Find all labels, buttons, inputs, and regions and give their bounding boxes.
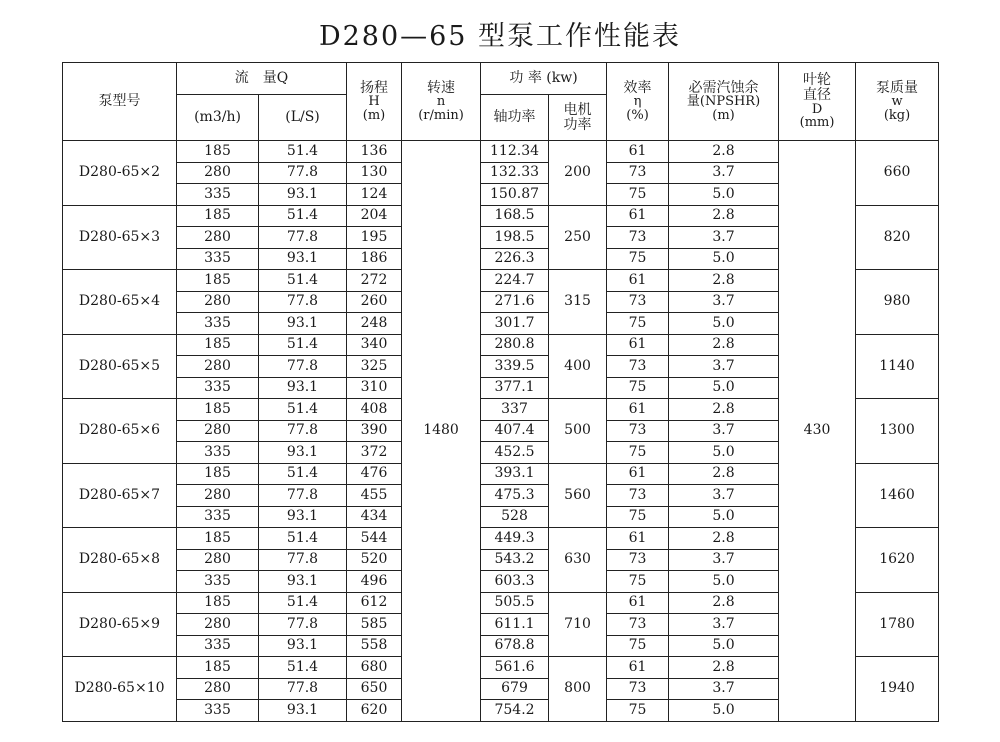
head-cell: 585 [347, 614, 402, 636]
flow-m3h-cell: 280 [177, 162, 259, 184]
flow-m3h-cell: 280 [177, 420, 259, 442]
mass-cell: 980 [856, 270, 939, 335]
shaft-power-cell: 611.1 [481, 614, 549, 636]
flow-m3h-cell: 185 [177, 270, 259, 292]
efficiency-cell: 73 [607, 549, 669, 571]
flow-m3h-cell: 185 [177, 463, 259, 485]
flow-m3h-cell: 280 [177, 485, 259, 507]
shaft-power-cell: 337 [481, 399, 549, 421]
efficiency-cell: 73 [607, 678, 669, 700]
performance-table [62, 62, 939, 722]
npshr-cell: 3.7 [669, 485, 779, 507]
model-name-cell: D280-65×2 [63, 141, 177, 206]
head-cell: 520 [347, 549, 402, 571]
npshr-cell: 5.0 [669, 248, 779, 270]
shaft-power-cell: 271.6 [481, 291, 549, 313]
flow-m3h-cell: 335 [177, 184, 259, 206]
shaft-power-cell: 226.3 [481, 248, 549, 270]
shaft-power-cell: 393.1 [481, 463, 549, 485]
flow-ls-cell: 93.1 [259, 184, 347, 206]
head-cell: 186 [347, 248, 402, 270]
efficiency-cell: 75 [607, 571, 669, 593]
flow-m3h-cell: 335 [177, 248, 259, 270]
flow-m3h-cell: 280 [177, 678, 259, 700]
efficiency-cell: 73 [607, 227, 669, 249]
header-power: 功 率 (kw) [481, 63, 607, 95]
flow-ls-cell: 93.1 [259, 313, 347, 335]
efficiency-cell: 73 [607, 356, 669, 378]
flow-ls-cell: 77.8 [259, 162, 347, 184]
npshr-cell: 2.8 [669, 334, 779, 356]
motor-power-cell: 200 [549, 141, 607, 206]
flow-m3h-cell: 335 [177, 571, 259, 593]
npshr-cell: 2.8 [669, 657, 779, 679]
npshr-cell: 3.7 [669, 356, 779, 378]
shaft-power-cell: 679 [481, 678, 549, 700]
head-cell: 558 [347, 635, 402, 657]
head-cell: 325 [347, 356, 402, 378]
efficiency-cell: 75 [607, 442, 669, 464]
flow-m3h-cell: 280 [177, 549, 259, 571]
motor-power-cell: 250 [549, 205, 607, 270]
flow-ls-cell: 51.4 [259, 334, 347, 356]
head-cell: 248 [347, 313, 402, 335]
motor-power-cell: 500 [549, 399, 607, 464]
shaft-power-cell: 112.34 [481, 141, 549, 163]
flow-ls-cell: 77.8 [259, 549, 347, 571]
head-cell: 310 [347, 377, 402, 399]
shaft-power-cell: 280.8 [481, 334, 549, 356]
motor-power-cell: 800 [549, 657, 607, 722]
npshr-cell: 5.0 [669, 571, 779, 593]
mass-cell: 820 [856, 205, 939, 270]
table-body [63, 141, 939, 722]
header-flow: 流 量Q [177, 63, 347, 95]
head-cell: 372 [347, 442, 402, 464]
head-cell: 434 [347, 506, 402, 528]
head-cell: 130 [347, 162, 402, 184]
header-flow-m3h: (m3/h) [177, 95, 259, 141]
model-name-cell: D280-65×4 [63, 270, 177, 335]
flow-ls-cell: 93.1 [259, 506, 347, 528]
efficiency-cell: 61 [607, 270, 669, 292]
head-cell: 496 [347, 571, 402, 593]
efficiency-cell: 73 [607, 162, 669, 184]
head-cell: 680 [347, 657, 402, 679]
shaft-power-cell: 407.4 [481, 420, 549, 442]
npshr-cell: 5.0 [669, 377, 779, 399]
flow-m3h-cell: 185 [177, 205, 259, 227]
npshr-cell: 3.7 [669, 227, 779, 249]
flow-ls-cell: 93.1 [259, 571, 347, 593]
npshr-cell: 5.0 [669, 184, 779, 206]
npshr-cell: 5.0 [669, 700, 779, 722]
flow-ls-cell: 77.8 [259, 485, 347, 507]
head-cell: 455 [347, 485, 402, 507]
head-cell: 650 [347, 678, 402, 700]
flow-m3h-cell: 280 [177, 291, 259, 313]
header-shaft-power: 轴功率 [481, 95, 549, 141]
page-title: D280—65 型泵工作性能表 [318, 21, 682, 52]
flow-ls-cell: 77.8 [259, 356, 347, 378]
flow-ls-cell: 93.1 [259, 700, 347, 722]
model-name-cell: D280-65×7 [63, 463, 177, 528]
head-cell: 408 [347, 399, 402, 421]
shaft-power-cell: 528 [481, 506, 549, 528]
flow-m3h-cell: 185 [177, 528, 259, 550]
efficiency-cell: 61 [607, 334, 669, 356]
mass-cell: 1940 [856, 657, 939, 722]
flow-m3h-cell: 185 [177, 141, 259, 163]
flow-ls-cell: 51.4 [259, 528, 347, 550]
flow-ls-cell: 93.1 [259, 442, 347, 464]
head-cell: 136 [347, 141, 402, 163]
flow-ls-cell: 93.1 [259, 377, 347, 399]
motor-power-cell: 315 [549, 270, 607, 335]
header-impeller: 叶轮 直径 D (mm) [779, 63, 856, 141]
header-model: 泵型号 [63, 63, 177, 141]
mass-cell: 1460 [856, 463, 939, 528]
shaft-power-cell: 449.3 [481, 528, 549, 550]
shaft-power-cell: 168.5 [481, 205, 549, 227]
efficiency-cell: 75 [607, 184, 669, 206]
flow-ls-cell: 77.8 [259, 420, 347, 442]
model-name-cell: D280-65×6 [63, 399, 177, 464]
npshr-cell: 3.7 [669, 549, 779, 571]
efficiency-cell: 61 [607, 657, 669, 679]
head-cell: 390 [347, 420, 402, 442]
npshr-cell: 3.7 [669, 420, 779, 442]
head-cell: 195 [347, 227, 402, 249]
shaft-power-cell: 339.5 [481, 356, 549, 378]
npshr-cell: 5.0 [669, 442, 779, 464]
shaft-power-cell: 561.6 [481, 657, 549, 679]
efficiency-cell: 61 [607, 141, 669, 163]
flow-m3h-cell: 335 [177, 442, 259, 464]
flow-ls-cell: 51.4 [259, 463, 347, 485]
flow-m3h-cell: 335 [177, 506, 259, 528]
head-cell: 260 [347, 291, 402, 313]
shaft-power-cell: 198.5 [481, 227, 549, 249]
npshr-cell: 2.8 [669, 270, 779, 292]
shaft-power-cell: 132.33 [481, 162, 549, 184]
flow-m3h-cell: 280 [177, 227, 259, 249]
flow-m3h-cell: 185 [177, 592, 259, 614]
model-name-cell: D280-65×10 [63, 657, 177, 722]
npshr-cell: 2.8 [669, 592, 779, 614]
npshr-cell: 3.7 [669, 162, 779, 184]
flow-ls-cell: 93.1 [259, 248, 347, 270]
flow-m3h-cell: 335 [177, 377, 259, 399]
flow-ls-cell: 51.4 [259, 592, 347, 614]
flow-m3h-cell: 185 [177, 399, 259, 421]
mass-cell: 1140 [856, 334, 939, 399]
header-head: 扬程 H (m) [347, 63, 402, 141]
header-motor-power: 电机 功率 [549, 95, 607, 141]
npshr-cell: 5.0 [669, 313, 779, 335]
efficiency-cell: 73 [607, 420, 669, 442]
header-mass: 泵质量 w (kg) [856, 63, 939, 141]
efficiency-cell: 75 [607, 635, 669, 657]
header-flow-ls: (L/S) [259, 95, 347, 141]
flow-m3h-cell: 280 [177, 356, 259, 378]
flow-m3h-cell: 335 [177, 635, 259, 657]
flow-ls-cell: 77.8 [259, 291, 347, 313]
head-cell: 544 [347, 528, 402, 550]
efficiency-cell: 75 [607, 700, 669, 722]
mass-cell: 1620 [856, 528, 939, 593]
header-npshr: 必需汽蚀余 量(NPSHR) (m) [669, 63, 779, 141]
flow-ls-cell: 77.8 [259, 678, 347, 700]
impeller-diameter-cell: 430 [779, 141, 856, 722]
flow-m3h-cell: 335 [177, 700, 259, 722]
model-name-cell: D280-65×3 [63, 205, 177, 270]
flow-ls-cell: 51.4 [259, 657, 347, 679]
npshr-cell: 2.8 [669, 463, 779, 485]
efficiency-cell: 73 [607, 614, 669, 636]
head-cell: 620 [347, 700, 402, 722]
flow-m3h-cell: 185 [177, 657, 259, 679]
speed-cell: 1480 [402, 141, 481, 722]
flow-m3h-cell: 280 [177, 614, 259, 636]
head-cell: 476 [347, 463, 402, 485]
npshr-cell: 3.7 [669, 678, 779, 700]
npshr-cell: 3.7 [669, 291, 779, 313]
header-efficiency: 效率 η (%) [607, 63, 669, 141]
npshr-cell: 3.7 [669, 614, 779, 636]
shaft-power-cell: 603.3 [481, 571, 549, 593]
flow-ls-cell: 51.4 [259, 399, 347, 421]
shaft-power-cell: 150.87 [481, 184, 549, 206]
npshr-cell: 2.8 [669, 528, 779, 550]
head-cell: 204 [347, 205, 402, 227]
npshr-cell: 5.0 [669, 635, 779, 657]
table-row [63, 141, 939, 163]
shaft-power-cell: 754.2 [481, 700, 549, 722]
shaft-power-cell: 475.3 [481, 485, 549, 507]
mass-cell: 1300 [856, 399, 939, 464]
model-name-cell: D280-65×8 [63, 528, 177, 593]
efficiency-cell: 73 [607, 485, 669, 507]
flow-ls-cell: 51.4 [259, 270, 347, 292]
motor-power-cell: 710 [549, 592, 607, 657]
efficiency-cell: 61 [607, 592, 669, 614]
flow-ls-cell: 93.1 [259, 635, 347, 657]
efficiency-cell: 75 [607, 313, 669, 335]
shaft-power-cell: 301.7 [481, 313, 549, 335]
head-cell: 272 [347, 270, 402, 292]
efficiency-cell: 61 [607, 463, 669, 485]
model-name-cell: D280-65×5 [63, 334, 177, 399]
efficiency-cell: 61 [607, 399, 669, 421]
npshr-cell: 2.8 [669, 205, 779, 227]
flow-ls-cell: 77.8 [259, 614, 347, 636]
head-cell: 612 [347, 592, 402, 614]
head-cell: 340 [347, 334, 402, 356]
shaft-power-cell: 678.8 [481, 635, 549, 657]
flow-m3h-cell: 185 [177, 334, 259, 356]
efficiency-cell: 75 [607, 506, 669, 528]
shaft-power-cell: 224.7 [481, 270, 549, 292]
efficiency-cell: 61 [607, 205, 669, 227]
flow-ls-cell: 51.4 [259, 205, 347, 227]
efficiency-cell: 75 [607, 377, 669, 399]
header-row-1 [63, 63, 939, 95]
shaft-power-cell: 543.2 [481, 549, 549, 571]
mass-cell: 660 [856, 141, 939, 206]
npshr-cell: 2.8 [669, 399, 779, 421]
efficiency-cell: 73 [607, 291, 669, 313]
head-cell: 124 [347, 184, 402, 206]
npshr-cell: 5.0 [669, 506, 779, 528]
model-name-cell: D280-65×9 [63, 592, 177, 657]
shaft-power-cell: 505.5 [481, 592, 549, 614]
flow-ls-cell: 77.8 [259, 227, 347, 249]
motor-power-cell: 400 [549, 334, 607, 399]
shaft-power-cell: 452.5 [481, 442, 549, 464]
shaft-power-cell: 377.1 [481, 377, 549, 399]
efficiency-cell: 61 [607, 528, 669, 550]
mass-cell: 1780 [856, 592, 939, 657]
header-speed: 转速 n (r/min) [402, 63, 481, 141]
motor-power-cell: 630 [549, 528, 607, 593]
efficiency-cell: 75 [607, 248, 669, 270]
motor-power-cell: 560 [549, 463, 607, 528]
flow-m3h-cell: 335 [177, 313, 259, 335]
npshr-cell: 2.8 [669, 141, 779, 163]
flow-ls-cell: 51.4 [259, 141, 347, 163]
